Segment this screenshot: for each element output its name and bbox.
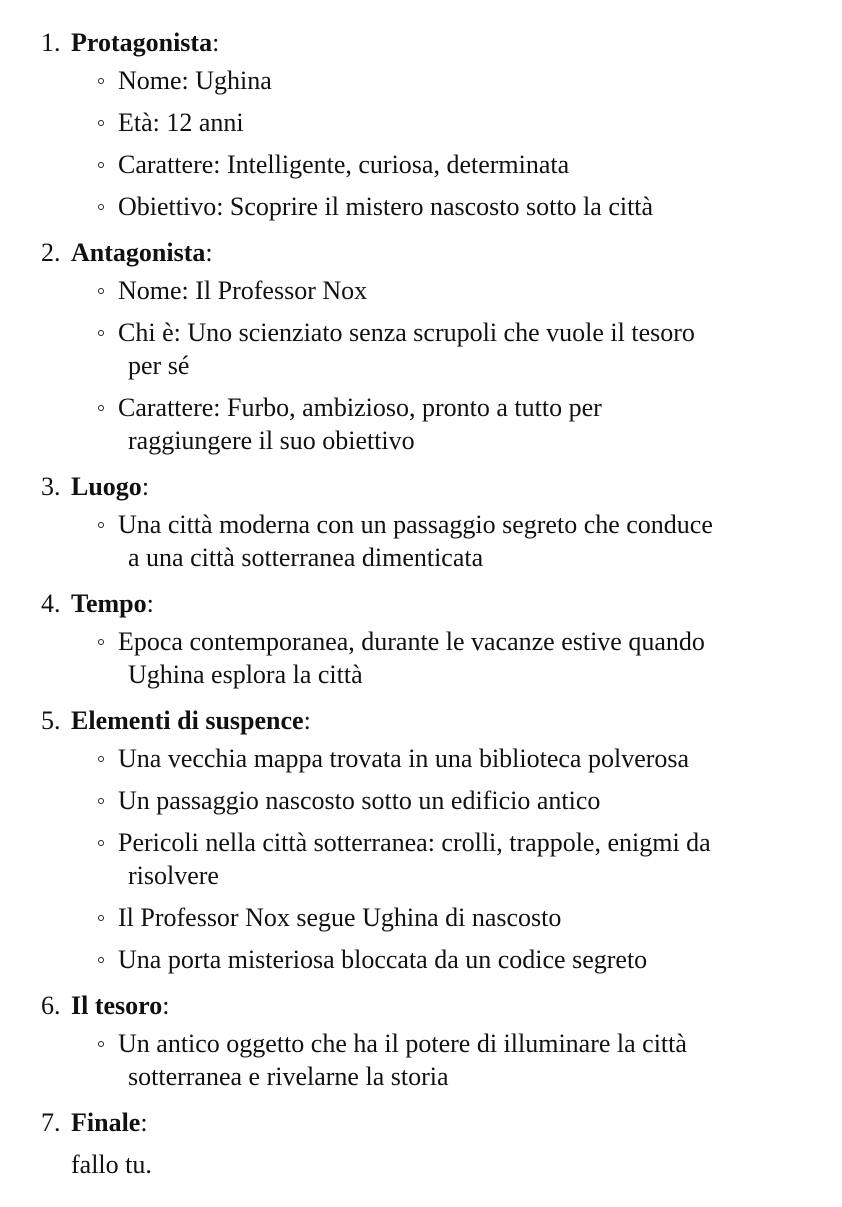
list-item-text: Età: 12 anni	[118, 108, 244, 137]
hollow-circle-bullet-icon	[98, 915, 104, 921]
list-item-text: Carattere: Intelligente, curiosa, determinata	[118, 150, 570, 179]
section-colon: :	[212, 28, 220, 57]
list-item	[0, 64, 842, 97]
hollow-circle-bullet-icon	[98, 756, 104, 762]
list-item-text: Nome: Ughina	[118, 66, 272, 95]
hollow-circle-bullet-icon	[98, 78, 104, 84]
outline-section	[0, 466, 842, 574]
hollow-circle-bullet-icon	[98, 330, 104, 336]
section-colon: :	[303, 706, 311, 735]
outline-section	[0, 232, 842, 457]
list-item	[0, 148, 842, 181]
list-item	[0, 826, 842, 892]
section-colon: :	[162, 991, 170, 1020]
hollow-circle-bullet-icon	[98, 162, 104, 168]
list-item	[0, 784, 842, 817]
section-colon: :	[205, 238, 213, 267]
list-item	[0, 274, 842, 307]
list-item	[0, 901, 842, 934]
final-text: fallo tu.	[71, 1150, 152, 1179]
section-title: Antagonista	[71, 238, 206, 267]
list-item-text-continued: Ughina esplora la città	[128, 660, 363, 689]
outline-section	[0, 583, 842, 691]
list-item	[0, 106, 842, 139]
list-item	[0, 742, 842, 775]
list-item	[0, 391, 842, 457]
list-item-text-continued: per sé	[128, 351, 190, 380]
hollow-circle-bullet-icon	[98, 639, 104, 645]
section-number: 5.	[41, 706, 61, 735]
hollow-circle-bullet-icon	[98, 288, 104, 294]
bullet-list	[0, 742, 842, 976]
list-item-text: Una vecchia mappa trovata in una biblioteca polverosa	[118, 744, 690, 773]
list-item	[0, 316, 842, 382]
section-heading	[0, 985, 842, 1027]
list-item-text: Pericoli nella città sotterranea: crolli, trappole, enigmi da	[118, 828, 711, 857]
section-heading	[0, 22, 842, 64]
list-item	[0, 625, 842, 691]
section-heading	[0, 583, 842, 625]
list-item-text: Il Professor Nox segue Ughina di nascosto	[118, 903, 562, 932]
list-item	[0, 508, 842, 574]
list-item	[0, 943, 842, 976]
hollow-circle-bullet-icon	[98, 522, 104, 528]
list-item-text-continued: sotterranea e rivelarne la storia	[128, 1062, 449, 1091]
list-item-text: Carattere: Furbo, ambizioso, pronto a tutto per	[118, 393, 602, 422]
hollow-circle-bullet-icon	[98, 405, 104, 411]
section-title: Luogo	[71, 472, 142, 501]
section-heading	[0, 1102, 842, 1144]
section-number: 4.	[41, 589, 61, 618]
list-item	[0, 190, 842, 223]
list-item	[0, 1027, 842, 1093]
section-colon: :	[140, 1108, 148, 1137]
hollow-circle-bullet-icon	[98, 957, 104, 963]
bullet-list	[0, 274, 842, 457]
list-item-text: Obiettivo: Scoprire il mistero nascosto sotto la città	[118, 192, 654, 221]
hollow-circle-bullet-icon	[98, 204, 104, 210]
list-item-text-continued: raggiungere il suo obiettivo	[128, 426, 415, 455]
hollow-circle-bullet-icon	[98, 120, 104, 126]
list-item-text: Una porta misteriosa bloccata da un codice segreto	[118, 945, 648, 974]
section-colon: :	[146, 589, 154, 618]
bullet-list	[0, 508, 842, 574]
list-item-text: Una città moderna con un passaggio segreto che conduce	[118, 510, 713, 539]
hollow-circle-bullet-icon	[98, 1041, 104, 1047]
bullet-list	[0, 625, 842, 691]
hollow-circle-bullet-icon	[98, 840, 104, 846]
document-body	[0, 22, 842, 1186]
section-title: Elementi di suspence	[71, 706, 304, 735]
list-item-text: Un antico oggetto che ha il potere di illuminare la città	[118, 1029, 687, 1058]
bullet-list	[0, 64, 842, 223]
section-heading	[0, 232, 842, 274]
section-number: 6.	[41, 991, 61, 1020]
section-number: 7.	[41, 1108, 61, 1137]
section-title: Il tesoro	[71, 991, 163, 1020]
outline-section	[0, 22, 842, 223]
list-item-text-continued: a una città sotterranea dimenticata	[128, 543, 484, 572]
hollow-circle-bullet-icon	[98, 798, 104, 804]
section-number: 2.	[41, 238, 61, 267]
list-item-text: Epoca contemporanea, durante le vacanze estive quando	[118, 627, 705, 656]
section-title: Protagonista	[71, 28, 213, 57]
list-item-text-continued: risolvere	[128, 861, 219, 890]
bullet-list	[0, 1027, 842, 1093]
list-item-text: Chi è: Uno scienziato senza scrupoli che vuole il tesoro	[118, 318, 695, 347]
list-item-text: Un passaggio nascosto sotto un edificio antico	[118, 786, 601, 815]
section-title: Finale	[71, 1108, 141, 1137]
outline-section	[0, 1102, 842, 1144]
section-heading	[0, 466, 842, 508]
section-colon: :	[141, 472, 150, 501]
section-heading	[0, 700, 842, 742]
section-number: 1.	[41, 28, 61, 57]
section-number: 3.	[41, 472, 61, 501]
outline-section	[0, 700, 842, 976]
list-item-text: Nome: Il Professor Nox	[118, 276, 368, 305]
section-title: Tempo	[71, 589, 147, 618]
outline-section	[0, 985, 842, 1093]
